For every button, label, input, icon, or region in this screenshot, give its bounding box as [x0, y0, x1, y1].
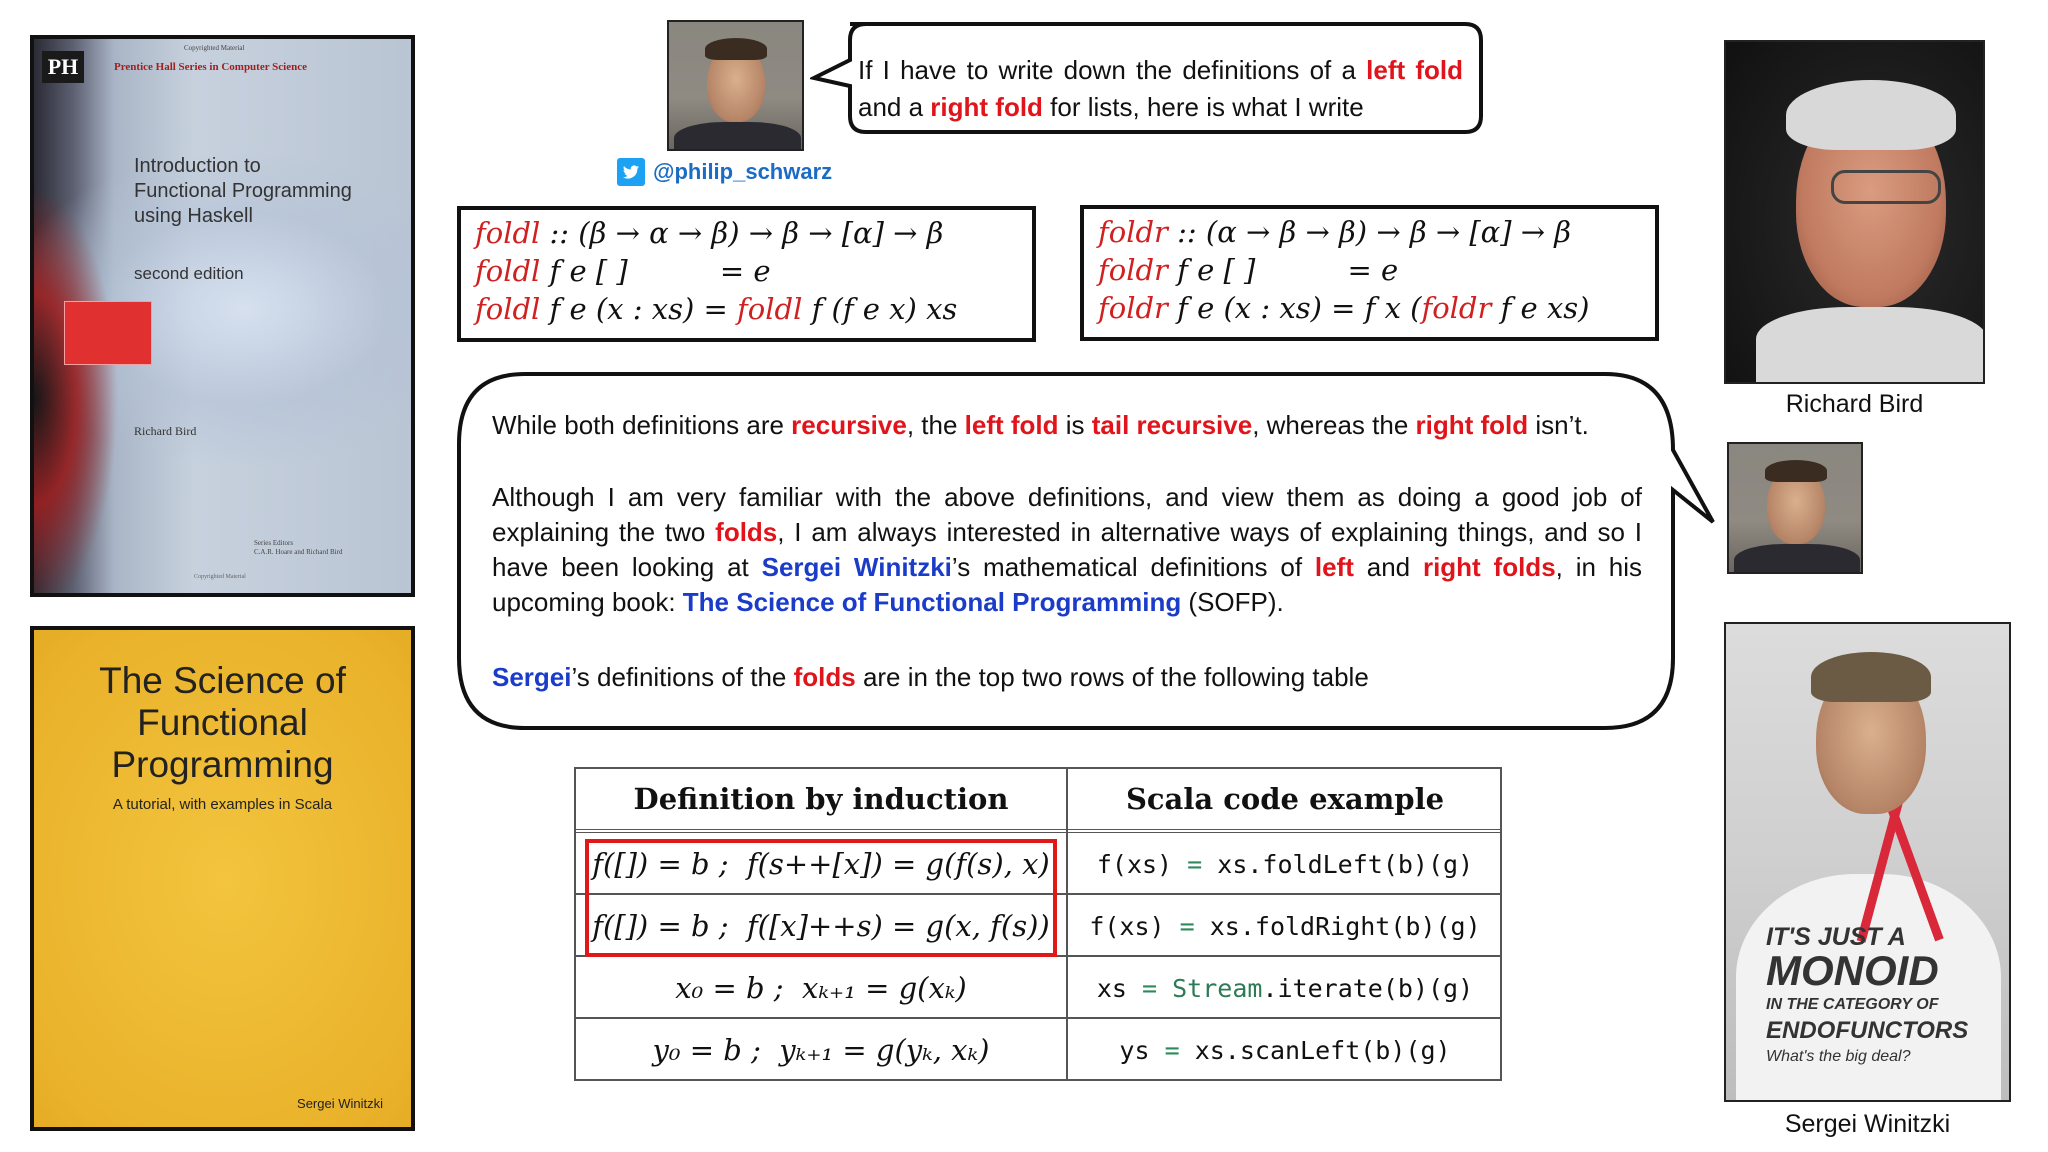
table-row	[576, 1017, 1500, 1081]
speech-bubble-top	[810, 20, 1485, 136]
highlight-right-fold: right fold	[1415, 410, 1529, 440]
code-segment	[1157, 974, 1172, 1003]
twitter-handle-text: @philip_schwarz	[653, 159, 833, 184]
foldr-base-case	[1098, 253, 1398, 287]
highlight-sofp-title: The Science of Functional Programming	[682, 587, 1182, 617]
fn-name: foldr	[1098, 215, 1168, 249]
table-row	[576, 955, 1500, 1019]
highlight-left: left	[1314, 552, 1354, 582]
book-series: Prentice Hall Series in Computer Science	[114, 61, 307, 73]
fn-args: f e [ ]	[1167, 253, 1256, 287]
fn-name: foldl	[475, 292, 541, 326]
foldl-base-case	[475, 254, 771, 288]
text-segment: (SOFP).	[1181, 587, 1284, 617]
glasses	[1831, 170, 1941, 204]
text-segment: ’s mathematical definitions of	[951, 552, 1315, 582]
speech-bubble-top-text	[858, 52, 1463, 126]
fn-name: foldl	[475, 254, 541, 288]
book-title-line: Programming	[111, 744, 334, 785]
foldl-recursive-case	[475, 292, 957, 326]
caption-richard-bird: Richard Bird	[1785, 390, 1924, 418]
twitter-bird-icon	[617, 158, 645, 186]
book-author: Richard Bird	[134, 424, 197, 438]
foldr-recursive-case	[1098, 291, 1589, 325]
text-segment: isn’t.	[1528, 410, 1589, 440]
tshirt-line: What's the big deal?	[1766, 1048, 1911, 1065]
fn-name: foldr	[1421, 291, 1492, 325]
table-header-scala: Scala code example	[1125, 782, 1445, 816]
book-title-line: Introduction to	[134, 155, 261, 177]
fn-rhs: = e	[1255, 253, 1399, 287]
highlight-folds: folds	[715, 517, 778, 547]
fn-name: foldl	[475, 216, 541, 250]
highlight-sergei: Sergei	[492, 662, 572, 692]
red-highlight-box	[585, 839, 1057, 957]
text-segment: Although I am very familiar with the above definitions, and view them as doing a good job of explaining the two	[492, 482, 1642, 547]
tshirt-line: ENDOFUNCTORS	[1766, 1017, 1969, 1044]
highlight-right-folds: right folds	[1422, 552, 1556, 582]
publisher-logo: PH	[42, 51, 84, 83]
book-edition: second edition	[134, 264, 244, 283]
text-segment: are in the top two rows of the following table	[855, 662, 1369, 692]
text-segment: If I have to write down the definitions of a	[858, 55, 1367, 85]
highlight-right-fold: right fold	[930, 92, 1043, 122]
table-cell-code	[1068, 895, 1502, 957]
fn-rhs: f (f e x) xs	[802, 292, 958, 326]
foldr-signature	[1098, 215, 1571, 249]
book-title	[134, 154, 414, 229]
paragraph-1	[492, 408, 1642, 443]
copyright-note-bottom: Copyrighted Material	[194, 574, 246, 580]
fn-rhs: f e xs)	[1491, 291, 1590, 325]
series-editors-names: C.A.R. Hoare and Richard Bird	[254, 548, 343, 556]
fn-args: f e [ ]	[540, 254, 628, 288]
code-segment: xs.scanLeft(b)(g)	[1179, 1035, 1451, 1065]
fn-args: f e (x : xs)	[1167, 291, 1322, 325]
table-cell-code	[1068, 833, 1502, 895]
highlight-left-fold: left fold	[964, 410, 1059, 440]
paragraph-3	[492, 660, 1642, 695]
book-title-line: Functional Programming	[134, 180, 352, 202]
highlight-left-fold: left fold	[1366, 55, 1464, 85]
book-title-line: Functional	[137, 702, 308, 743]
table-cell-code	[1068, 957, 1502, 1019]
tshirt-line: MONOID	[1766, 947, 1939, 994]
fn-name: foldl	[737, 292, 803, 326]
code-operator: =	[1142, 973, 1158, 1003]
text-segment: and	[1353, 552, 1423, 582]
code-operator: =	[1164, 1035, 1180, 1065]
book-cover-bird	[30, 35, 415, 597]
caption-sergei-winitzki: Sergei Winitzki	[1784, 1110, 1951, 1138]
book-subtitle: A tutorial, with examples in Scala	[112, 796, 333, 813]
speech-bubble-main	[455, 370, 1717, 732]
code-segment: xs.foldLeft(b)(g)	[1202, 849, 1474, 879]
table-cell-math: x₀ = b ; xₖ₊₁ = g(xₖ)	[675, 971, 967, 1005]
foldl-definition-box	[457, 206, 1036, 342]
book-cover-sofp	[30, 626, 415, 1131]
text-segment: , the	[906, 410, 965, 440]
tshirt-line: IT'S JUST A	[1766, 923, 1906, 951]
fn-args: f e (x : xs)	[540, 292, 695, 326]
book-title	[34, 660, 411, 786]
code-identifier: Stream	[1172, 973, 1263, 1003]
text-segment: ’s definitions of the	[571, 662, 794, 692]
twitter-handle[interactable]	[617, 158, 832, 186]
photo-sergei-winitzki	[1724, 622, 2011, 1102]
photo-philip-schwarz	[667, 20, 804, 151]
book-title-line: using Haskell	[134, 205, 253, 227]
tshirt-print	[1766, 924, 1976, 1070]
code-segment: .iterate(b)(g)	[1262, 973, 1474, 1003]
table-header-induction: Definition by induction	[633, 782, 1009, 816]
photo-richard-bird	[1724, 40, 1985, 384]
text-segment: and a	[858, 92, 931, 122]
code-segment: xs.foldRight(b)(g)	[1194, 911, 1481, 941]
foldl-signature	[475, 216, 943, 250]
series-editors	[254, 539, 404, 557]
fn-signature: :: (α → β → β) → β → [α] → β	[1167, 215, 1572, 249]
table-cell-math: f([]) = b ; f([x]++s) = g(x, f(s))	[592, 909, 1050, 943]
photo-philip-schwarz-small	[1727, 442, 1863, 574]
fn-rhs: = f x (	[1321, 291, 1422, 325]
text-segment: , whereas the	[1252, 410, 1416, 440]
highlight-recursive: recursive	[791, 410, 907, 440]
foldr-definition-box	[1080, 205, 1659, 341]
series-editors-label: Series Editors	[254, 539, 294, 547]
fn-signature: :: (β → α → β) → β → [α] → β	[540, 216, 944, 250]
code-segment: ys	[1119, 1035, 1165, 1065]
code-operator: =	[1179, 911, 1195, 941]
highlight-tail-recursive: tail recursive	[1091, 410, 1253, 440]
fn-eq: =	[694, 292, 738, 326]
book-title-line: The Science of	[99, 660, 346, 701]
text-segment: , in his upcoming book:	[492, 552, 1643, 617]
highlight-sergei-winitzki: Sergei Winitzki	[761, 552, 952, 582]
table-cell-code	[1068, 1019, 1502, 1081]
fn-rhs: = e	[627, 254, 771, 288]
text-segment: While both definitions are	[492, 410, 792, 440]
highlight-folds: folds	[793, 662, 856, 692]
code-segment: f(xs)	[1096, 849, 1188, 879]
code-segment: f(xs)	[1089, 911, 1180, 941]
tshirt-line: IN THE CATEGORY OF	[1766, 996, 1939, 1013]
fn-name: foldr	[1098, 291, 1168, 325]
table-cell-math: y₀ = b ; yₖ₊₁ = g(yₖ, xₖ)	[652, 1033, 990, 1067]
table-cell-math: f([]) = b ; f(s++[x]) = g(f(s), x)	[592, 847, 1050, 881]
text-segment: for lists, here is what I write	[1042, 92, 1364, 122]
copyright-note: Copyrighted Material	[184, 44, 245, 52]
text-segment: , I am always interested in alternative ways of explaining things, and so I have been looking at	[492, 517, 1642, 582]
paragraph-2	[492, 480, 1642, 620]
book-author: Sergei Winitzki	[297, 1096, 383, 1111]
text-segment: is	[1058, 410, 1092, 440]
code-segment: xs	[1096, 973, 1142, 1003]
fn-name: foldr	[1098, 253, 1168, 287]
code-operator: =	[1187, 849, 1203, 879]
red-square-graphic	[64, 301, 152, 365]
